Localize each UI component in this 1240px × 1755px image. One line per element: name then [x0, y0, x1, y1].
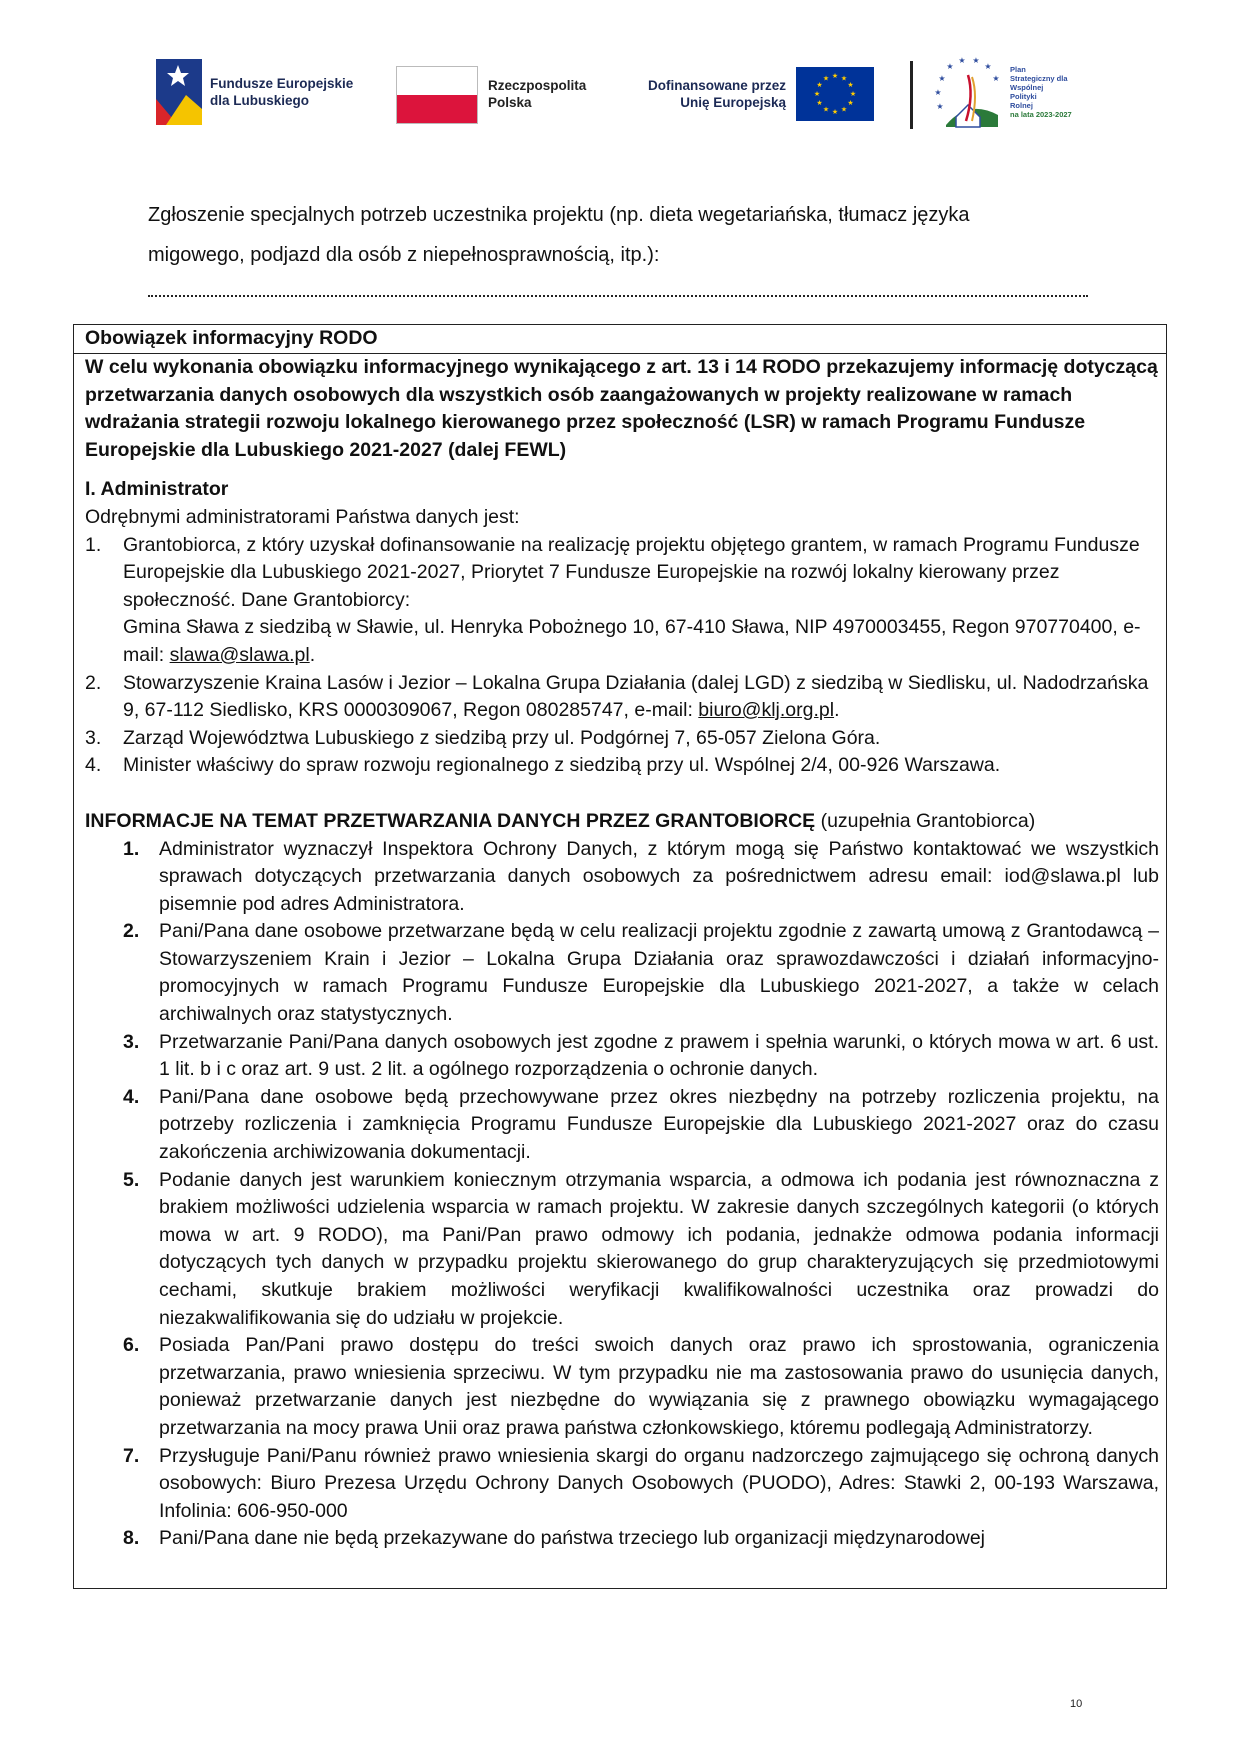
admin-item-number: 2.: [85, 671, 102, 694]
special-needs-fill-line[interactable]: [148, 285, 1088, 297]
rp-logo-text: [488, 77, 598, 111]
svg-text:★: ★: [840, 74, 848, 83]
info-item-text: Pani/Pana dane nie będą przekazywane do państwa trzeciego lub organizacji międzynarodowej: [159, 1527, 986, 1550]
rodo-lead: W celu wykonania obowiązku informacyjnego wynikającego z art. 13 i 14 RODO przekazujemy informację dotyczącą przetwarzania danych osobowych dla wszystkich osób zaangażowanych w projekty realizowane w ramach wdrażania strategii rozwoju lokalnego kierowanego przez społeczność (LSR) w ramach Programu Fundusze Europejskie dla Lubuskiego 2021-2027 (dalej FEWL): [85, 356, 1158, 461]
admin-item: [85, 752, 1159, 780]
admin-item-text: Minister właściwy do spraw rozwoju regionalnego z siedzibą przy ul. Wspólnej 2/4, 00-926 Warszawa.: [123, 754, 1001, 777]
admin-item-text: .: [309, 643, 316, 666]
admin-item-number: 1.: [85, 533, 102, 556]
page-number: 10: [1070, 1698, 1083, 1710]
svg-text:★: ★: [958, 56, 966, 65]
ue-logo-line2: Unię Europejską: [680, 95, 786, 110]
svg-text:★: ★: [938, 74, 946, 83]
eu-cofinanced-logo: [636, 55, 868, 135]
svg-text:★: ★: [972, 56, 980, 65]
svg-text:★: ★: [831, 72, 839, 80]
special-needs-text-line1: Zgłoszenie specjalnych potrzeb uczestnika projektu (np. dieta wegetariańska, tłumacz języka: [148, 204, 970, 226]
svg-text:★: ★: [816, 99, 823, 107]
svg-text:★: ★: [847, 99, 854, 107]
info-item: [85, 1443, 1159, 1526]
info-item-number: 3.: [123, 1030, 140, 1053]
fe-flag-icon: [156, 59, 202, 125]
psp-line: Polityki: [1010, 92, 1037, 101]
info-heading-note: (uzupełnia Grantobiorca): [815, 809, 1036, 832]
fe-lubuskie-logo: [156, 55, 356, 135]
info-heading: INFORMACJE NA TEMAT PRZETWARZANIA DANYCH PRZEZ GRANTOBIORCĘ: [85, 809, 816, 832]
rp-logo-line2: Polska: [488, 95, 532, 110]
svg-text:★: ★: [847, 81, 854, 89]
psp-logo: [930, 55, 1090, 135]
admin-item: [85, 725, 1159, 753]
rodo-title: Obowiązek informacyjny RODO: [85, 327, 378, 349]
svg-text:★: ★: [822, 74, 830, 83]
eu-flag-icon: [796, 67, 874, 121]
info-item-text: Przetwarzanie Pani/Pana danych osobowych jest zgodne z prawem i spełnia warunki, o których mowa w art. 6 ust. 1 lit. b i c oraz art. 9 ust. 2 lit. a ogólnego rozporządzenia o ochronie danych.: [159, 1030, 1159, 1081]
info-item-number: 4.: [123, 1085, 140, 1108]
admin-heading: I. Administrator: [85, 478, 229, 501]
info-item-text: Podanie danych jest warunkiem koniecznym otrzymania wsparcia, a odmowa ich podania jest równoznaczna z brakiem możliwości udzielenia wsparcia w ramach projektu. W zakresie danych szczególnych kategorii (o których mowa w art. 9 RODO), ma Pani/Pan prawo odmowy ich podania, jednakże odmowa podania informacji dotyczących tych danych w przypadku projektu skierowanego do grup charakteryzujących się przedmiotowymi cechami, skutkuje brakiem możliwości weryfikacji kwalifikowalności uczestnika oraz prowadzi do niezakwalifikowania się do udziału w projekcie.: [159, 1168, 1159, 1329]
admin-item-number: 4.: [85, 754, 102, 777]
info-item-text: Przysługuje Pani/Panu również prawo wniesienia skargi do organu nadzorczego zajmującego się ochroną danych osobowych: Biuro Prezesa Urzędu Ochrony Danych Osobowych (PUODO), Adres: Stawki 2, 00-193 Warszawa, Infolinia: 606-950-000: [159, 1444, 1159, 1522]
special-needs-text-line2: migowego, podjazd dla osób z niepełnosprawnością, itp.):: [148, 244, 660, 266]
fe-logo-line1: Fundusze Europejskie: [210, 76, 354, 91]
info-item: [85, 1029, 1159, 1084]
special-needs-section: [148, 195, 1078, 275]
psp-emblem-icon: [930, 55, 1006, 133]
rp-logo-line1: Rzeczpospolita: [488, 78, 587, 93]
psp-line: Strategiczny dla: [1010, 74, 1068, 83]
svg-text:★: ★: [936, 102, 944, 111]
info-item-text: Pani/Pana dane osobowe przetwarzane będą w celu realizacji projektu zgodnie z zawartą umową z Grantodawcą – Stowarzyszeniem Krain i Jezior – Lokalna Grupa Działania oraz sprawozdawczości i działań informacyjno-promocyjnych w ramach Programu Fundusze Europejskie dla Lubuskiego 2021-2027, a także w celach archiwalnych oraz statystycznych.: [159, 920, 1159, 1026]
svg-text:★: ★: [816, 81, 823, 89]
admin-item-number: 3.: [85, 726, 102, 749]
svg-text:★: ★: [946, 62, 954, 71]
info-item: [85, 836, 1159, 919]
admin-item-text: Stowarzyszenie Kraina Lasów i Jezior – Lokalna Grupa Działania (dalej LGD) z siedzibą w Siedlisku, ul. Nadodrzańska 9, 67-112 Siedlisko, KRS 0000309067, Regon 080285747, e-mail:: [123, 671, 1149, 722]
fe-logo-text: [210, 75, 370, 109]
admin-list: [85, 532, 1159, 780]
admin-item-text: Zarząd Województwa Lubuskiego z siedzibą przy ul. Podgórnej 7, 65-057 Zielona Góra.: [123, 726, 881, 749]
info-item-number: 5.: [123, 1168, 140, 1191]
info-item: [85, 1332, 1159, 1442]
svg-text:★: ★: [831, 108, 839, 116]
admin-intro: Odrębnymi administratorami Państwa danych jest:: [85, 505, 520, 528]
admin-item-text: Gmina Sława z siedzibą w Sławie, ul. Henryka Pobożnego 10, 67-410 Sława, NIP 4970003455, Regon 970770400, e-mail:: [123, 616, 1141, 666]
svg-text:★: ★: [849, 90, 857, 98]
info-item: [85, 1525, 1159, 1553]
svg-text:★: ★: [934, 88, 942, 97]
ue-logo-line1: Dofinansowane przez: [647, 78, 786, 93]
info-item: [85, 1167, 1159, 1333]
psp-line: Rolnej: [1010, 101, 1033, 110]
email-link[interactable]: slawa@slawa.pl: [169, 643, 310, 666]
info-item-number: 1.: [123, 837, 140, 860]
psp-line: Plan: [1010, 65, 1026, 74]
info-heading-line: [85, 808, 1159, 836]
svg-text:★: ★: [840, 105, 848, 114]
info-item-text: Administrator wyznaczył Inspektora Ochrony Danych, z którym mogą się Państwo kontaktować we wszystkich sprawach dotyczących przetwarzania danych osobowych za pośrednictwem adresu email: iod@slawa.pl lub pisemnie pod adres Administratora.: [159, 837, 1159, 915]
psp-line: Wspólnej: [1010, 83, 1044, 92]
svg-text:★: ★: [822, 105, 830, 114]
admin-item: [85, 532, 1159, 670]
ue-logo-text: [636, 77, 786, 111]
info-item-text: Pani/Pana dane osobowe będą przechowywane przez okres niezbędny na potrzeby rozliczenia projektu, na potrzeby rozliczenia i zamknięcia Programu Fundusze Europejskie dla Lubuskiego 2021-2027 oraz do czasu zakończenia archiwizowania dokumentacji.: [159, 1085, 1159, 1164]
psp-line: na lata 2023-2027: [1010, 110, 1072, 119]
info-item-text: Posiada Pan/Pani prawo dostępu do treści swoich danych oraz prawo ich sprostowania, ograniczenia przetwarzania, prawo wniesienia sprzeciwu. W tym przypadku nie ma zastosowania prawo do usunięcia danych, ponieważ przetwarzanie danych jest niezbędne do wywiązania się z prawnego obowiązku wymagającego przetwarzania na mocy prawa Unii oraz prawa państwa członkowskiego, któremu podlegają Administratorzy.: [159, 1334, 1159, 1439]
header-logos: [150, 55, 1090, 135]
poland-flag-icon: [396, 66, 478, 124]
info-item-number: 6.: [123, 1334, 140, 1357]
svg-text:★: ★: [813, 90, 821, 98]
svg-text:★: ★: [984, 62, 992, 71]
admin-item: [85, 670, 1159, 725]
admin-item-text: .: [834, 699, 840, 722]
info-item: [85, 1084, 1159, 1167]
logo-separator: [910, 61, 913, 129]
info-item-number: 2.: [123, 920, 140, 943]
info-item: [85, 918, 1159, 1028]
info-item-number: 7.: [123, 1444, 140, 1467]
rodo-info-box: [73, 324, 1167, 1589]
rzeczpospolita-logo: [396, 55, 596, 135]
info-item-number: 8.: [123, 1527, 140, 1550]
info-list: [85, 836, 1159, 1553]
svg-text:★: ★: [992, 74, 1000, 83]
psp-logo-text: [1010, 65, 1090, 119]
fe-logo-line2: dla Lubuskiego: [210, 93, 310, 108]
admin-item-text: Grantobiorca, z który uzyskał dofinansowanie na realizację projektu objętego grantem, w ramach Programu Fundusze Europejskie dla Lubuskiego 2021-2027, Priorytet 7 Fundusze Europejskie na rozwój lokalny kierowany przez społeczność. Dane Grantobiorcy:: [123, 533, 1140, 611]
email-link[interactable]: biuro@klj.org.pl: [698, 699, 835, 722]
